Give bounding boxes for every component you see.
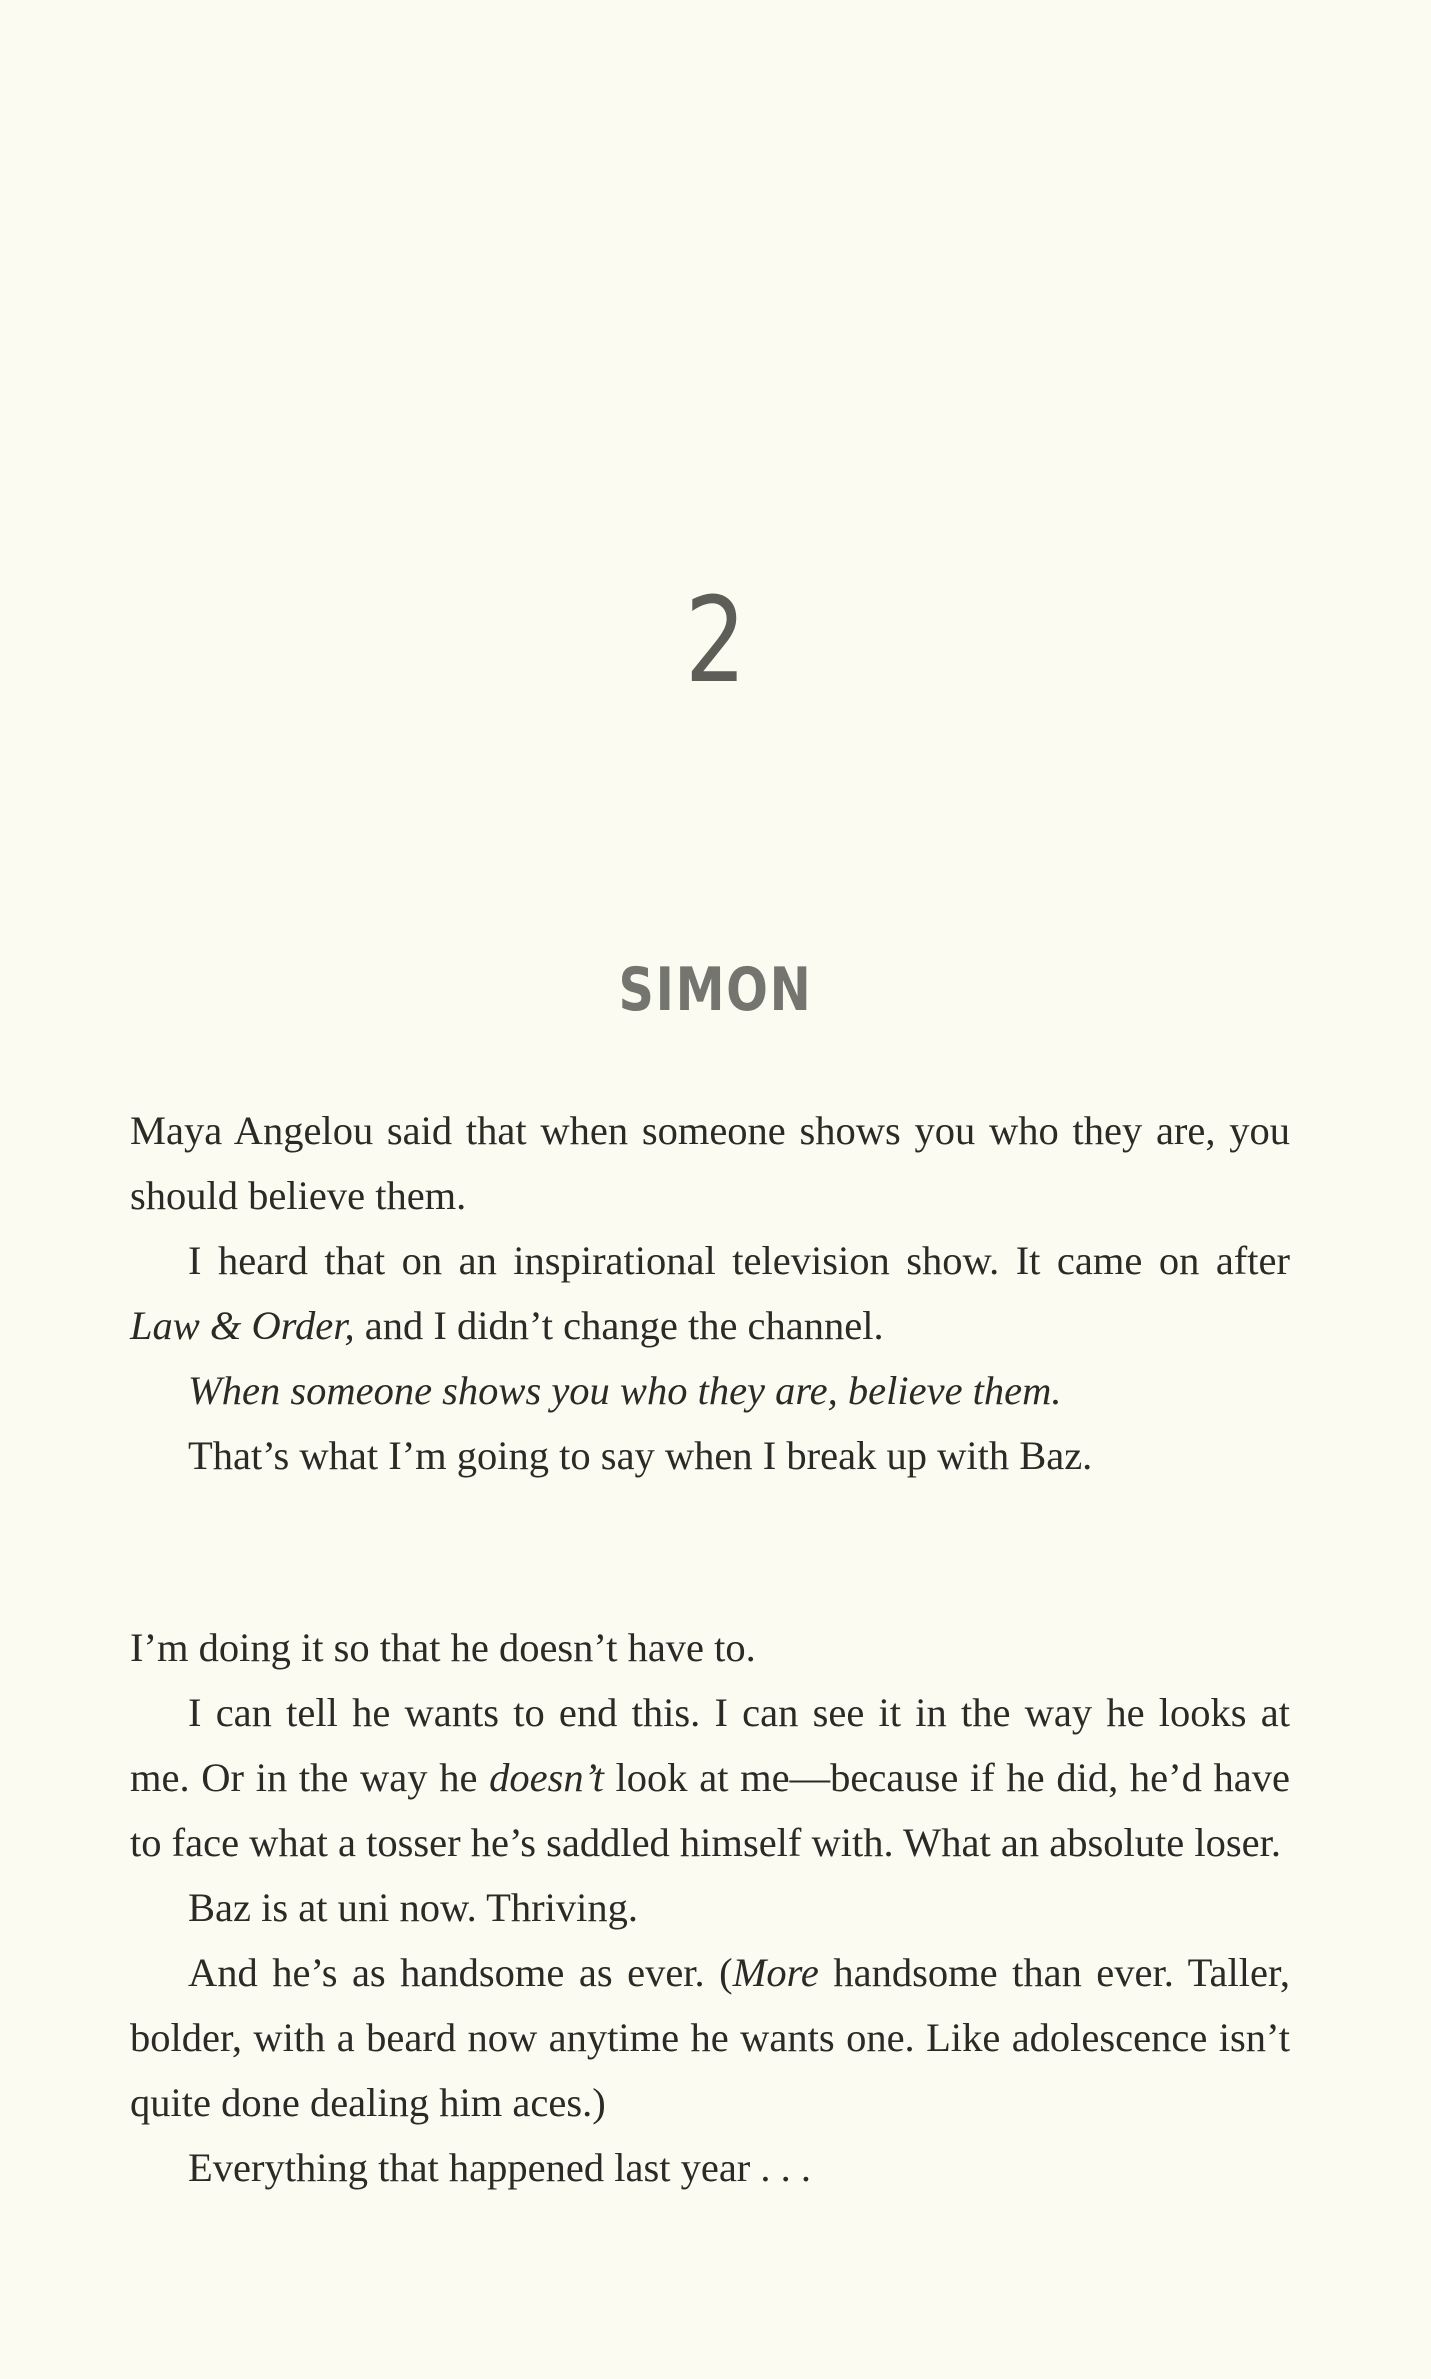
paragraph: [130, 1940, 1290, 2135]
paragraph-text: handsome than ever. Taller, bolder, with a beard now anytime he wants one. Like adolescence isn’t quite done dealing him aces.): [130, 1950, 1290, 2125]
quote-text: When someone shows you who they are, believe them.: [188, 1368, 1062, 1413]
paragraph-text: I can tell he wants to end this. I can see it in the way he looks at me. Or in the way he: [130, 1690, 1290, 1800]
chapter-number: 2: [684, 571, 747, 709]
paragraph: Maya Angelou said that when someone shows you who they are, you should believe them.: [130, 1108, 1290, 1218]
paragraph-text: look at me—because if he did, he’d have to face what a tosser he’s saddled himself with. What an absolute loser.: [130, 1755, 1290, 1865]
emphasis-text: doesn’t: [489, 1755, 604, 1800]
text-section-2: [130, 1615, 1290, 2200]
emphasis-text: More: [732, 1950, 819, 1995]
paragraph-text: and I didn’t change the channel.: [354, 1303, 884, 1348]
paragraph: [130, 1358, 1290, 1423]
paragraph: That’s what I’m going to say when I break up with Baz.: [188, 1433, 1093, 1478]
paragraph: Everything that happened last year . . .: [188, 2145, 812, 2190]
text-section-1: [130, 1098, 1290, 1488]
chapter-title: SIMON: [618, 955, 813, 1025]
paragraph: I’m doing it so that he doesn’t have to.: [130, 1625, 756, 1670]
paragraph: [130, 1680, 1290, 1875]
paragraph-text: And he’s as handsome as ever. (: [188, 1950, 733, 1995]
show-title: Law & Order,: [130, 1303, 355, 1348]
paragraph: [130, 1228, 1290, 1358]
paragraph: Baz is at uni now. Thriving.: [188, 1885, 638, 1930]
paragraph-text: I heard that on an inspirational television show. It came on after: [188, 1238, 1290, 1283]
